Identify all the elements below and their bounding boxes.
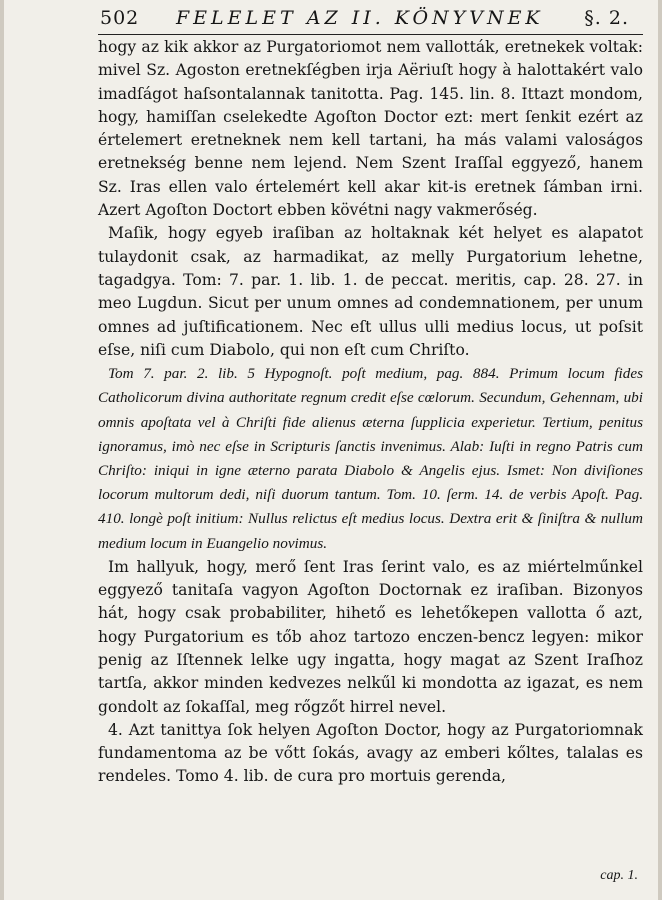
paragraph-1: hogy az kik akkor az Purgatoriomot nem vallották, eretnekek voltak: mivel Sz. Agoston eretnekſégben irja Aëriuſt hogy à halottakért valo imadſágot haſsontalannak tanitotta. Pag. 145. lin. 8. Ittazt mondom, hogy, hamiſſan cselekedte Agoſton Doctor ezt: mert ſenkit ezért az értelemert eretneknek nem kell tartani, ha más valami valoságos eretnekség benne nem lejend. Nem Szent Iraſſal eggyező, hanem Sz. Iras ellen valo értelemért kell akar kit-is eretnek ſámban irni. Azert Agoſton Doctort ebben kövétni nagy vakmerőség. <box>98 38 643 220</box>
page-number: 502 <box>100 7 140 29</box>
page-edge-right <box>658 0 662 900</box>
paragraph-3-latin: Tom 7. par. 2. lib. 5 Hypognoſt. poſt medium, pag. 884. Primum locum fides Catholicorum divina authoritate regnum credit eſse cœlorum. Secundum, Gehennam, ubi omnis apoſtata vel à Chriſti fide alienus æterna ſupplicia experietur. Tertium, penitus ignoramus, imò nec eſse in Scripturis ſanctis invenimus. Alab: Iuſti in regno Patris cum Chriſto: iniqui in igne æterno parata Diabolo & Angelis ejus. Ismet: Non diviſiones locorum multorum dedi, niſi duorum tantum. Tom. 10. ſerm. 14. de verbis Apoſt. Pag. 410. longè poſt initium: Nullus relictus eſt medius locus. Dextra erit & ſiniſtra & nullum medium locum in Euangelio novimus. <box>98 365 643 552</box>
catchword: cap. 1. <box>600 868 638 883</box>
paragraph-2: Maſik, hogy egyeb iraſiban az holtaknak két helyet es alapatot tulaydonit csak, az harmadikat, az melly Purgatorium lehetne, tagadgya. Tom: 7. par. 1. lib. 1. de peccat. meritis, cap. 28. 27. in meo Lugdun. Sicut per unum omnes ad condemnationem, per unum omnes ad juſtificationem. Nec eſt ullus ulli medius locus, ut poſsit eſse, niſi cum Diabolo, qui non eſt cum Chriſto. <box>98 224 643 359</box>
text-body <box>98 36 643 789</box>
running-title: FELELET AZ II. KÖNYVNEK <box>176 7 544 29</box>
running-header <box>98 4 643 35</box>
paragraph-5: 4. Azt tanittya ſok helyen Agoſton Doctor, hogy az Purgatoriomnak fundamentoma az be vőtt ſokás, avagy az emberi kőltes, talalas es rendeles. Tomo 4. lib. de cura pro mortuis gerenda, <box>98 720 643 786</box>
section-mark: §. 2. <box>584 7 629 29</box>
page-edge-left <box>0 0 4 900</box>
paragraph-4: Im hallyuk, hogy, merő ſent Iras ſerint valo, es az miértelműnkel eggyező tanitaſa vagyon Agoſton Doctornak ez iraſiban. Bizonyos hát, hogy csak probabiliter, hihető es lehetőkepen vallotta ő azt, hogy Purgatorium es tőb ahoz tartozo enczen-bencz legyen: mikor penig az Iſtennek lelke ugy ingatta, hogy magat az Szent Iraſhoz tartſa, akkor minden kedvezes nelkűl ki mondotta az igazat, es nem gondolt az ſokaſſal, meg rőgzőt hirrel nevel. <box>98 557 643 716</box>
